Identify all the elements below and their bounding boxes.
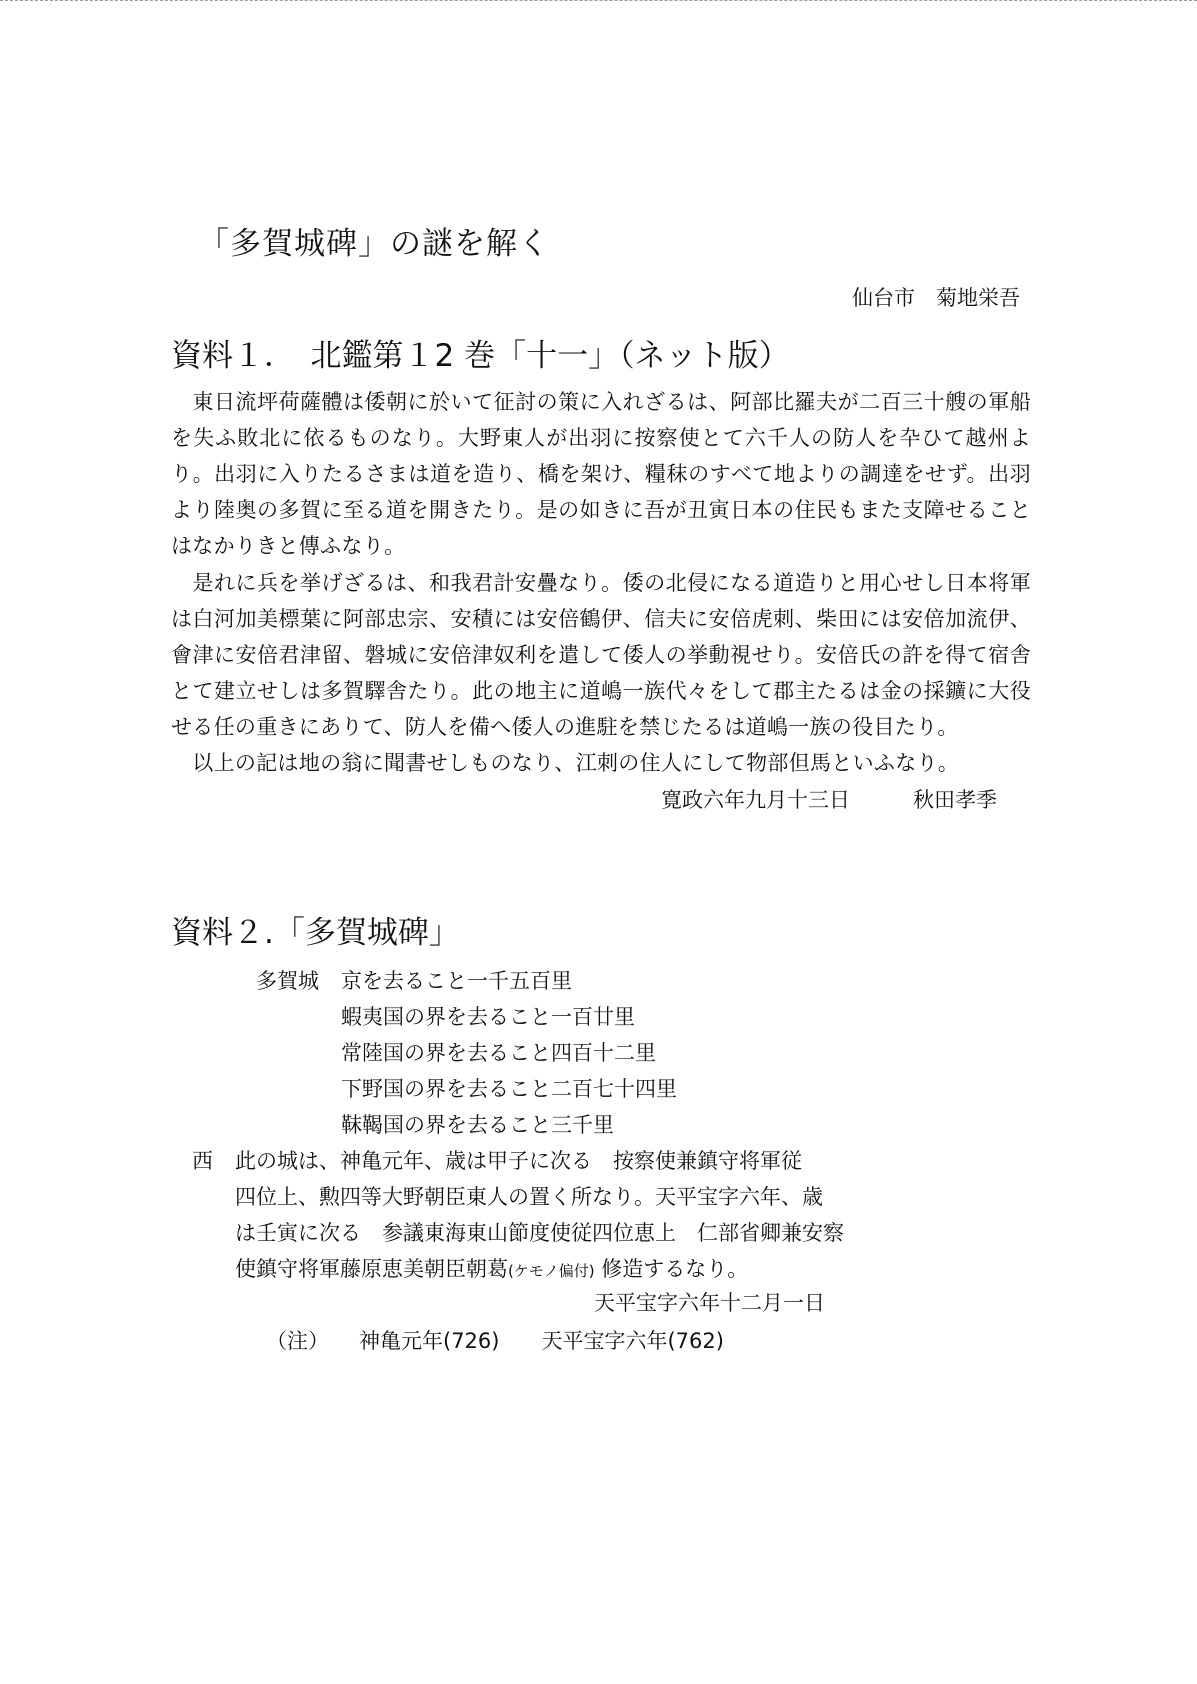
inscription-line: 常陸国の界を去ること四百十二里 <box>341 1041 656 1065</box>
section-1-paragraph-2: 是れに兵を挙げざるは、和我君計安疊なり。倭の北侵になる道造りと用心せし日本将軍は白河加美標葉に阿部忠宗、安積には安倍鶴伊、信夫に安倍虎刺、柴田には安倍加流伊、會津に安倍君津留、磐城に安倍津奴利を遣して倭人の挙動視せり。安倍氏の許を得て宿舎とて建立せしは多賀驛舎たり。此の地主に道嶋一族代々をして郡主たるは金の採鑛に大役せる任の重きにありて、防人を備へ倭人の進駐を禁じたるは道嶋一族の役目たり。 <box>171 571 1031 739</box>
west-text-line: 四位上、勲四等大野朝臣東人の置く所なり。天平宝字六年、歳 <box>235 1185 823 1209</box>
note-line <box>266 1325 724 1355</box>
west-text-line: は壬寅に次る 参議東海東山節度使従四位恵上 仁部省卿兼安察 <box>235 1221 844 1245</box>
west-label: 西 <box>192 1149 213 1173</box>
west-text-annotation: (ケモノ偏付) <box>508 1262 595 1280</box>
west-text-main: 使鎮守将軍藤原恵美朝臣朝葛 <box>235 1257 508 1281</box>
west-text-line-last <box>235 1251 748 1289</box>
west-text-line: 此の城は、神亀元年、歳は甲子に次る 按察使兼鎮守将軍従 <box>235 1149 802 1173</box>
inscription-line: 靺鞨国の界を去ること三千里 <box>341 1113 614 1137</box>
section-2-date: 天平宝字六年十二月一日 <box>594 1291 825 1315</box>
west-text-end: 修造するなり。 <box>594 1257 749 1281</box>
section-1-paragraph-3: 以上の記は地の翁に聞書せしものなり、江刺の住人にして物部但馬といふなり。 <box>171 751 960 775</box>
inscription-label: 多賀城 <box>256 969 319 993</box>
section-1-heading: 資料１． 北鑑第１2 巻「十一」（ネット版） <box>171 338 790 374</box>
section-1-paragraph-1: 東日流坪荷薩體は倭朝に於いて征討の策に入れざるは、阿部比羅夫が二百三十艘の軍船を失ふ敗北に依るものなり。大野東人が出羽に按察使とて六千人の防人を卆ひて越州より。出羽に入りたるさまは道を造り、橋を架け、糧秣のすべて地よりの調達をせず。出羽より陸奥の多賀に至る道を開きたり。是の如きに吾が丑寅日本の住民もまた支障せることはなかりきと傳ふなり。 <box>171 390 1031 558</box>
inscription-line: 京を去ること一千五百里 <box>341 969 572 993</box>
note-item-2: 天平宝字六年(762) <box>541 1329 724 1353</box>
note-label: （注） <box>266 1329 329 1353</box>
section-2-heading: 資料２.「多賀城碑」 <box>171 915 460 951</box>
inscription-line: 下野国の界を去ること二百七十四里 <box>341 1077 677 1101</box>
note-item-1: 神亀元年(726) <box>359 1329 500 1353</box>
author-line: 仙台市 菊地栄吾 <box>852 286 1020 310</box>
document-title: 「多賀城碑」の謎を解く <box>198 226 550 262</box>
section-1-date-signature: 寛政六年九月十三日 秋田孝季 <box>661 788 997 812</box>
inscription-line: 蝦夷国の界を去ること一百廿里 <box>341 1005 635 1029</box>
